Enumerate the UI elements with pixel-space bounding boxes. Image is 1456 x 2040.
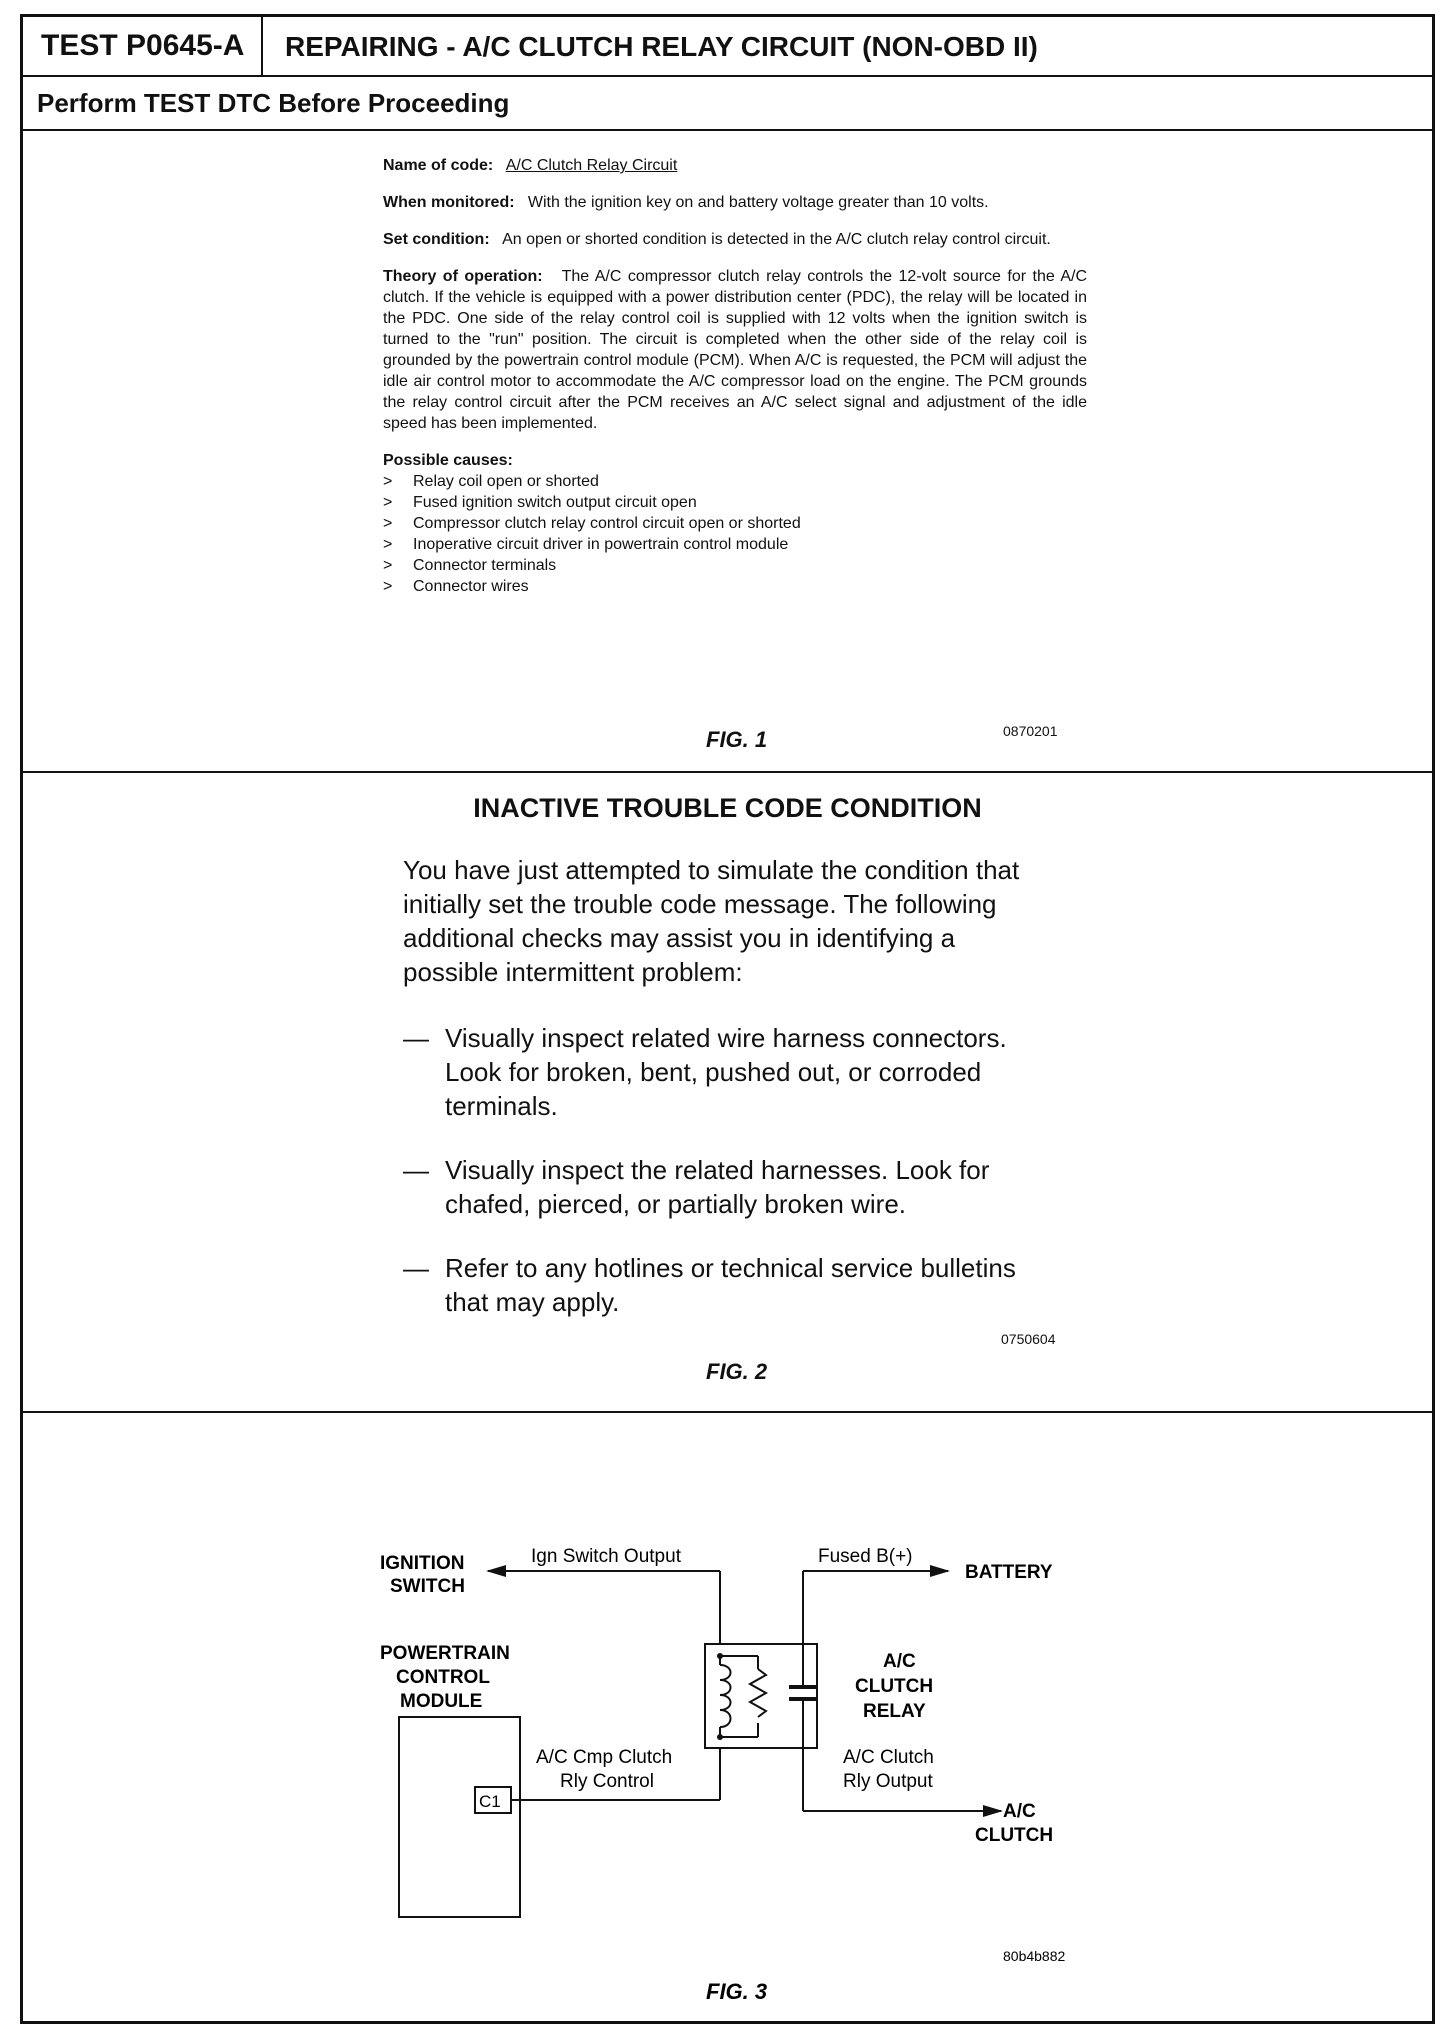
clutch-label-2: CLUTCH (975, 1825, 1054, 1846)
page-frame (20, 14, 1435, 2024)
when-monitored-value: With the ignition key on and battery voltage greater than 10 volts. (527, 194, 989, 211)
list-item: — Visually inspect related wire harness connectors. Look for broken, bent, pushed out, or corroded terminals. (403, 1023, 1007, 1121)
fig2-title: INACTIVE TROUBLE CODE CONDITION (473, 793, 982, 823)
name-of-code-value: A/C Clutch Relay Circuit (505, 157, 678, 174)
fig1-section (23, 131, 1432, 773)
fig3-id: 80b4b882 (1003, 1948, 1066, 1964)
relay-label-1: A/C (883, 1651, 916, 1672)
fig2-intro: You have just attempted to simulate the condition that initially set the trouble code message. The following additional checks may assist you in identifying a possible intermittent problem: (403, 855, 1020, 987)
ign-wire-label: Ign Switch Output (531, 1546, 681, 1567)
fig2-id: 0750604 (1001, 1331, 1056, 1347)
list-item: > Inoperative circuit driver in powertrain control module (383, 536, 789, 553)
when-monitored-label: When monitored: (383, 194, 515, 211)
ignition-switch-label-2: SWITCH (390, 1576, 465, 1597)
list-item: > Connector wires (383, 578, 529, 595)
pcm-box (399, 1717, 520, 1917)
name-of-code (383, 155, 1087, 176)
clutch-label-1: A/C (1003, 1801, 1036, 1822)
set-condition-label: Set condition: (383, 231, 490, 248)
pcm-label-3: MODULE (400, 1691, 483, 1712)
possible-causes-label: Possible causes: (383, 452, 513, 469)
output-wire-label-2: Rly Output (843, 1771, 933, 1792)
theory-value: The A/C compressor clutch relay controls the 12-volt source for the A/C clutch. If the vehicle is equipped with a power distribution center (PDC), the relay will be located in the PDC. One side of the relay control coil is supplied with 12 volts when the ignition switch is turned to the "run" position. The circuit is completed when the other side of the relay coil is grounded by the powertrain control module (PCM). When A/C is requested, the PCM will adjust the idle air control motor to accommodate the A/C compressor load on the engine. The PCM grounds the relay control circuit after the PCM receives an A/C select signal and adjustment of the idle speed has been implemented. (383, 268, 1087, 432)
header-row (23, 17, 1432, 77)
theory-of-operation (383, 266, 1087, 434)
battery-label: BATTERY (965, 1562, 1053, 1583)
when-monitored (383, 192, 1087, 213)
fig2-section (23, 771, 1432, 1413)
set-condition-value: An open or shorted condition is detected in the A/C clutch relay control circuit. (502, 231, 1051, 248)
set-condition (383, 229, 1087, 250)
fig2-label: FIG. 2 (706, 1359, 768, 1384)
fused-wire-label: Fused B(+) (818, 1546, 913, 1567)
list-item: > Compressor clutch relay control circuit open or shorted (383, 515, 801, 532)
fig1-id: 0870201 (1003, 723, 1058, 739)
list-item: > Fused ignition switch output circuit open (383, 494, 697, 511)
name-of-code-label: Name of code: (383, 157, 494, 174)
causes-list (383, 471, 1087, 597)
possible-causes (383, 450, 1087, 597)
relay-resistor (750, 1669, 766, 1717)
relay-circuit-diagram (23, 1411, 1432, 2021)
pcm-label-1: POWERTRAIN (380, 1643, 510, 1664)
test-id: TEST P0645-A (23, 17, 263, 75)
relay-label-3: RELAY (863, 1701, 926, 1722)
list-item: — Refer to any hotlines or technical service bulletins that may apply. (403, 1253, 1016, 1317)
pcm-label-2: CONTROL (396, 1667, 490, 1688)
relay-coil (720, 1665, 731, 1727)
theory-label: Theory of operation: (383, 268, 543, 285)
output-wire-label-1: A/C Clutch (843, 1747, 934, 1768)
control-wire-label-1: A/C Cmp Clutch (536, 1747, 673, 1768)
list-item: > Relay coil open or shorted (383, 473, 599, 490)
list-item: — Visually inspect the related harnesses. Look for chafed, pierced, or partially broken wire. (403, 1155, 990, 1219)
list-item: > Connector terminals (383, 557, 557, 574)
control-wire-label-2: Rly Control (560, 1771, 654, 1792)
fig1-label: FIG. 1 (706, 727, 768, 752)
relay-label-2: CLUTCH (855, 1676, 934, 1697)
fig2-body (403, 853, 1043, 1349)
ignition-switch-label: IGNITION (380, 1553, 465, 1574)
page-title: REPAIRING - A/C CLUTCH RELAY CIRCUIT (NON-OBD II) (285, 31, 1038, 62)
fig3-label: FIG. 3 (706, 1979, 768, 2004)
page-subtitle: Perform TEST DTC Before Proceeding (23, 75, 1432, 131)
pin-c1-label: C1 (479, 1792, 501, 1811)
fig3-section (23, 1411, 1432, 2021)
code-description (383, 155, 1087, 597)
